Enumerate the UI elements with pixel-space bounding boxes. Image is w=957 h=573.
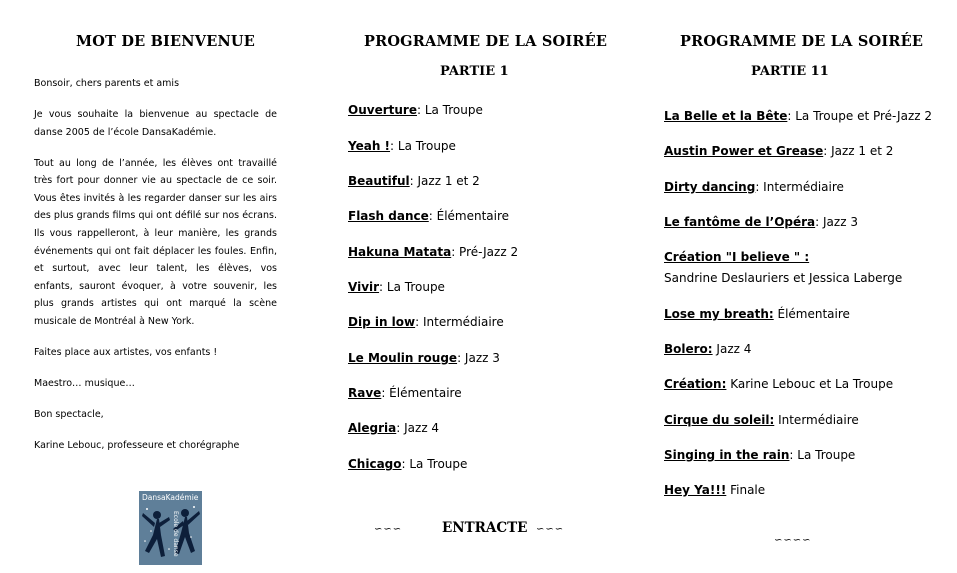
performer: : Élémentaire — [381, 386, 462, 400]
program-item — [664, 448, 855, 463]
performer: : La Troupe — [401, 457, 468, 471]
performer: Finale — [726, 483, 766, 497]
logo-name: DansaKadémie — [142, 493, 199, 502]
piece-title: Lose my breath: — [664, 307, 774, 321]
piece-title: Création: — [664, 377, 727, 391]
program-item — [664, 250, 809, 265]
part-subtitle: PARTIE 1 — [440, 64, 509, 79]
piece-title: Cirque du soleil: — [664, 413, 775, 427]
program-item — [348, 457, 467, 472]
welcome-paragraph: Tout au long de l’année, les élèves ont travaillé très fort pour donner vie au spectacle de ce soir. Vous êtes invités à les regarder danser sur les airs des plus grands films qui ont défilé sur nos écrans. Ils vous rappelleront, à leur manière, les grands événements qui ont fait déplacer les foules. Enfin, et surtout, avec leur talent, les élèves, vos enfants, sauront évoquer, à votre souvenir, les plus grands artistes qui ont marqué la scène musicale de Montréal à New York. — [34, 157, 277, 327]
piece-title: Hakuna Matata — [348, 245, 452, 259]
program-title: PROGRAMME DE LA SOIRÉE — [364, 33, 608, 50]
program-item — [664, 377, 893, 392]
program-part1-column — [348, 0, 613, 573]
welcome-title: MOT DE BIENVENUE — [76, 33, 255, 50]
program-item — [664, 215, 858, 230]
performer: : Intermédiaire — [755, 180, 844, 194]
ornament-icon: ∽∽∽ — [536, 524, 565, 535]
piece-title: Le Moulin rouge — [348, 351, 458, 365]
welcome-paragraph: Je vous souhaite la bienvenue au spectacle de danse 2005 de l’école DansaKadémie. — [34, 108, 277, 138]
performer: Élémentaire — [773, 307, 850, 321]
piece-title: Austin Power et Grease — [664, 144, 824, 158]
piece-title: Bolero: — [664, 342, 713, 356]
program-item — [348, 386, 462, 401]
program-item — [348, 421, 439, 436]
piece-title: Le fantôme de l’Opéra — [664, 215, 816, 229]
program-item — [348, 139, 456, 154]
welcome-paragraph: Maestro… musique… — [34, 377, 135, 389]
performer: Karine Lebouc et La Troupe — [726, 377, 894, 391]
piece-title: Rave — [348, 386, 382, 400]
piece-title: Chicago — [348, 457, 402, 471]
performer: : Élémentaire — [428, 209, 510, 223]
piece-title: Ouverture — [348, 103, 417, 117]
logo-vertical-text: Ecole de danse — [172, 511, 179, 557]
performer: : Intermédiaire — [415, 315, 504, 329]
performer: : La Troupe — [379, 280, 445, 294]
signature: Karine Lebouc, professeure et chorégraphe — [34, 439, 240, 451]
program-item — [348, 245, 518, 260]
performer: Jazz 4 — [712, 342, 752, 356]
performer: : La Troupe et Pré-Jazz 2 — [787, 109, 932, 123]
performer: : Jazz 3 — [457, 351, 500, 365]
ornament-icon: ∽∽∽ — [374, 524, 403, 535]
welcome-paragraph: Bon spectacle, — [34, 408, 104, 420]
program-item — [664, 413, 859, 428]
welcome-text — [34, 75, 277, 468]
program-item — [664, 342, 751, 357]
piece-title: Vivir — [348, 280, 380, 294]
performer: : Jazz 1 et 2 — [409, 174, 480, 188]
program-item — [348, 174, 480, 189]
program-item — [664, 307, 850, 322]
piece-title: Beautiful — [348, 174, 410, 188]
program-item — [664, 483, 765, 498]
welcome-column — [34, 0, 277, 573]
welcome-paragraph: Faites place aux artistes, vos enfants ! — [34, 346, 218, 358]
part-subtitle: PARTIE 11 — [751, 64, 829, 79]
piece-title: Flash dance — [348, 209, 429, 223]
piece-title: Création "I believe " : — [664, 250, 810, 264]
welcome-paragraph: Bonsoir, chers parents et amis — [34, 78, 180, 89]
performer: : La Troupe — [789, 448, 856, 462]
piece-title: Hey Ya!!! — [664, 483, 727, 497]
program-item-performers — [664, 271, 902, 286]
performer: : La Troupe — [416, 103, 483, 117]
piece-title: La Belle et la Bête — [664, 109, 788, 123]
performer: : Jazz 3 — [815, 215, 858, 229]
program-item — [664, 109, 932, 124]
school-logo — [139, 491, 202, 565]
program-item — [664, 144, 893, 159]
piece-title: Dirty dancing — [664, 180, 756, 194]
program-item — [348, 351, 500, 366]
performer: : Jazz 4 — [396, 421, 440, 435]
piece-title: Alegria — [348, 421, 397, 435]
intermission-label: ENTRACTE — [442, 520, 528, 536]
program-title: PROGRAMME DE LA SOIRÉE — [680, 33, 924, 50]
piece-title: Singing in the rain — [664, 448, 790, 462]
program-item — [348, 315, 504, 330]
dancers-icon — [139, 491, 202, 565]
program-item — [348, 209, 509, 224]
performer: : Jazz 1 et 2 — [823, 144, 894, 158]
piece-title: Yeah ! — [348, 139, 391, 153]
piece-title: Dip in low — [348, 315, 416, 329]
performer: Intermédiaire — [774, 413, 859, 427]
program-item — [664, 180, 844, 195]
program-item — [348, 103, 483, 118]
performer: : La Troupe — [390, 139, 456, 153]
ornament-icon: ∽∽∽∽ — [774, 535, 812, 546]
performer: : Pré-Jazz 2 — [451, 245, 519, 259]
program-item — [348, 280, 445, 295]
performer: Sandrine Deslauriers et Jessica Laberge — [664, 271, 903, 285]
program-part2-column — [664, 0, 949, 573]
